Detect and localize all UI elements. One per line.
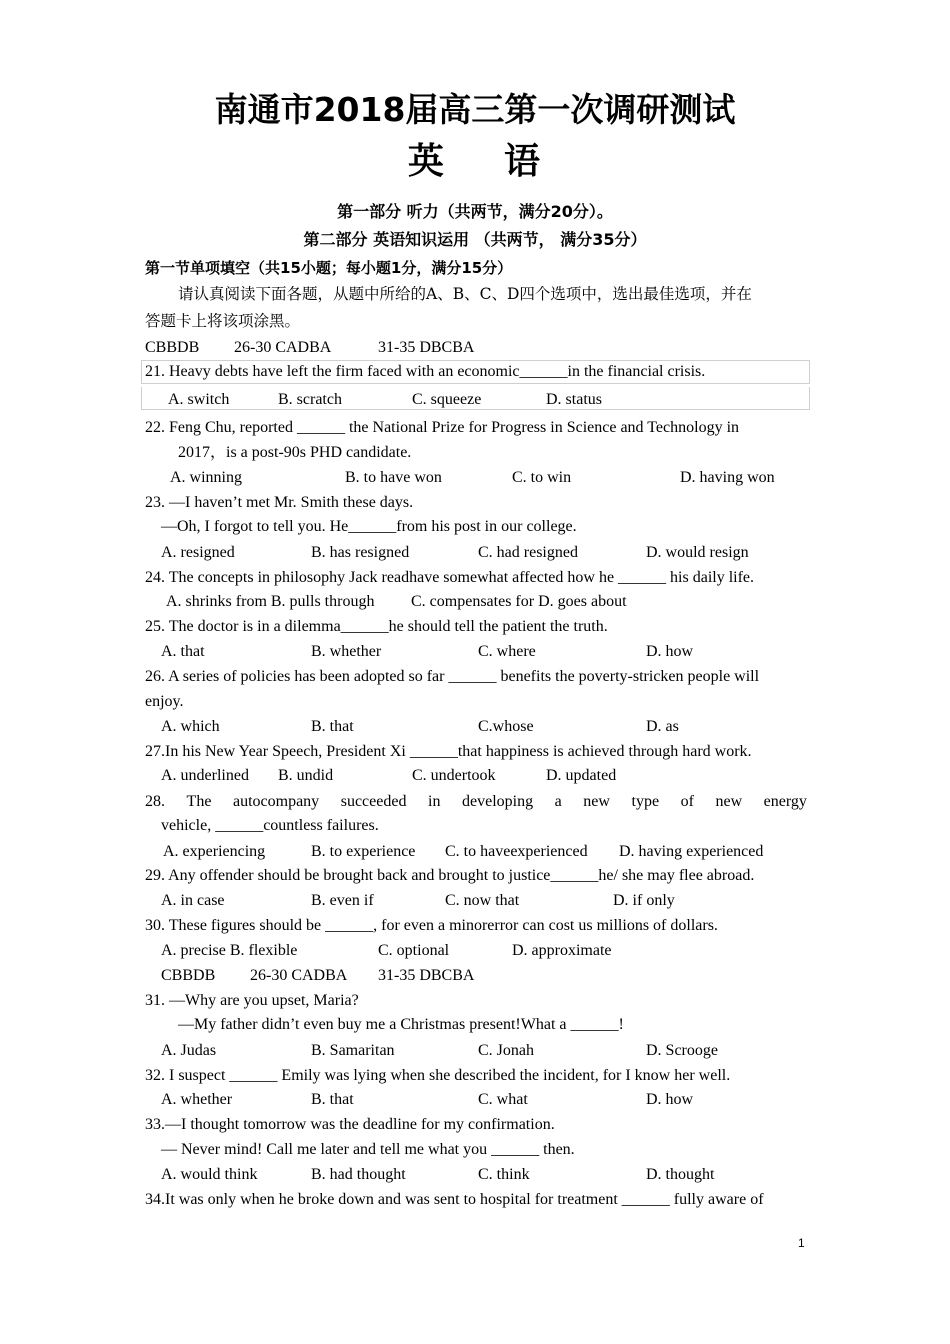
stem-word: new <box>583 793 610 810</box>
question-33-stem-cont: — Never mind! Call me later and tell me what you ______ then. <box>161 1141 575 1158</box>
section1-heading: 第一节单项填空（共15小题；每小题1分，满分15分） <box>145 259 513 277</box>
answer-key-part: CBBDB <box>161 967 216 984</box>
option-d: D. status <box>546 391 602 408</box>
part2-heading: 第二部分 英语知识运用 （共两节， 满分35分） <box>303 230 647 249</box>
stem-word: type <box>631 793 660 810</box>
option-d: D. thought <box>646 1166 715 1183</box>
option-d: D. how <box>646 643 694 660</box>
option-b: B. even if <box>311 892 374 909</box>
answer-key-part: 26-30 CADBA <box>234 339 332 356</box>
answer-key-part: 26-30 CADBA <box>250 967 348 984</box>
option-a: A. Judas <box>161 1042 217 1059</box>
question-33-stem: 33.—I thought tomorrow was the deadline for my confirmation. <box>145 1116 555 1133</box>
option-b: B. Samaritan <box>311 1042 395 1059</box>
question-22-stem-cont: 2017，is a post-90s PHD candidate. <box>178 444 412 461</box>
option-b: B. undid <box>278 767 334 784</box>
option-d: D. how <box>646 1091 694 1108</box>
option-c: C. Jonah <box>478 1042 534 1059</box>
question-32-stem: 32. I suspect ______ Emily was lying when she described the incident, for I know her well. <box>145 1067 731 1084</box>
instruction-line1: 请认真阅读下面各题，从题中所给的A、B、C、D四个选项中，选出最佳选项，并在 <box>178 285 752 303</box>
question-24-stem: 24. The concepts in philosophy Jack readhave somewhat affected how he ______ his daily life. <box>145 569 755 586</box>
option-b: B. that <box>311 718 354 735</box>
stem-word: new <box>715 793 743 810</box>
question-23-stem: 23. —I haven’t met Mr. Smith these days. <box>145 494 414 511</box>
stem-word: succeeded <box>340 793 407 810</box>
option-b: B. whether <box>311 643 382 660</box>
answer-key-part: 31-35 DBCBA <box>378 967 475 984</box>
question-23-stem-cont: —Oh, I forgot to tell you. He______from his post in our college. <box>161 518 577 535</box>
option-a: A. experiencing <box>163 843 266 860</box>
question-26-stem: 26. A series of policies has been adopted so far ______ benefits the poverty-stricken people will <box>145 668 760 685</box>
option-c: C. optional <box>378 942 450 959</box>
stem-word: a <box>554 793 562 810</box>
option-d: D. approximate <box>512 942 612 959</box>
question-31-stem-cont: —My father didn’t even buy me a Christmas present!What a ______! <box>178 1016 624 1033</box>
option-b: B. to have won <box>345 469 442 486</box>
option-d: D. updated <box>546 767 617 784</box>
option-a: A. whether <box>161 1091 233 1108</box>
option-c: C. where <box>478 643 536 660</box>
stem-word: developing <box>462 793 534 810</box>
option-c: C. to win <box>512 469 572 486</box>
question-29-stem: 29. Any offender should be brought back and brought to justice______he/ she may flee abroad. <box>145 867 755 884</box>
option-c: C. to haveexperienced <box>445 843 588 860</box>
option-b: B. to experience <box>311 843 416 860</box>
option-d: D. having won <box>680 469 775 486</box>
option-a: A. that <box>161 643 205 660</box>
question-27-stem: 27.In his New Year Speech, President Xi ______that happiness is achieved through hard work. <box>145 743 752 760</box>
stem-word: of <box>680 793 694 810</box>
question-26-stem-cont: enjoy. <box>145 693 184 710</box>
question-28-stem <box>145 791 807 813</box>
option-b: B. had thought <box>311 1166 406 1183</box>
question-34-stem: 34.It was only when he broke down and was sent to hospital for treatment ______ fully aware of <box>145 1191 764 1208</box>
instruction-line2: 答题卡上将该项涂黑。 <box>145 312 301 330</box>
answer-key-part: 31-35 DBCBA <box>378 339 475 356</box>
option-c: C.whose <box>478 718 534 735</box>
question-21-stem: 21. Heavy debts have left the firm faced with an economic______in the financial crisis. <box>145 363 706 380</box>
option-d: D. Scrooge <box>646 1042 718 1059</box>
option-a: A. in case <box>161 892 225 909</box>
option-a: A. would think <box>161 1166 258 1183</box>
stem-word: 28. <box>145 793 165 810</box>
stem-word: autocompany <box>232 793 320 810</box>
option-a: A. resigned <box>161 544 235 561</box>
option-a: A. switch <box>168 391 230 408</box>
option-d: D. having experienced <box>619 843 764 860</box>
option-c: C. think <box>478 1166 530 1183</box>
question-28-stem-cont: vehicle, ______countless failures. <box>161 817 379 834</box>
option-a: A. underlined <box>161 767 249 784</box>
option-c: C. undertook <box>412 767 496 784</box>
option-b: B. has resigned <box>311 544 410 561</box>
stem-word: in <box>428 793 441 810</box>
option-c: C. now that <box>445 892 520 909</box>
question-31-stem: 31. —Why are you upset, Maria? <box>145 992 359 1009</box>
option-c: C. what <box>478 1091 528 1108</box>
page-number: 1 <box>798 1236 805 1250</box>
question-30-stem: 30. These figures should be ______, for even a minorerror can cost us millions of dollars. <box>145 917 718 934</box>
option-d: D. as <box>646 718 679 735</box>
option-d: D. would resign <box>646 544 749 561</box>
stem-word: energy <box>763 793 807 810</box>
part1-heading: 第一部分 听力（共两节，满分20分）。 <box>337 202 613 221</box>
answer-key-part: CBBDB <box>145 339 200 356</box>
option-c: C. had resigned <box>478 544 578 561</box>
option-ab: A. precise B. flexible <box>161 942 298 959</box>
option-b: B. scratch <box>278 391 342 408</box>
subject-title: 英 语 <box>407 141 543 182</box>
question-25-stem: 25. The doctor is in a dilemma______he should tell the patient the truth. <box>145 618 608 635</box>
option-d: D. if only <box>613 892 675 909</box>
option-b: B. that <box>311 1091 354 1108</box>
option-a: A. winning <box>170 469 242 486</box>
option-cd: C. compensates for D. goes about <box>411 593 627 610</box>
option-ab: A. shrinks from B. pulls through <box>166 593 375 610</box>
option-c: C. squeeze <box>412 391 482 408</box>
stem-word: The <box>186 793 212 810</box>
option-a: A. which <box>161 718 220 735</box>
exam-title: 南通市2018届高三第一次调研测试 <box>214 90 736 129</box>
question-22-stem: 22. Feng Chu, reported ______ the National Prize for Progress in Science and Technology in <box>145 419 740 436</box>
